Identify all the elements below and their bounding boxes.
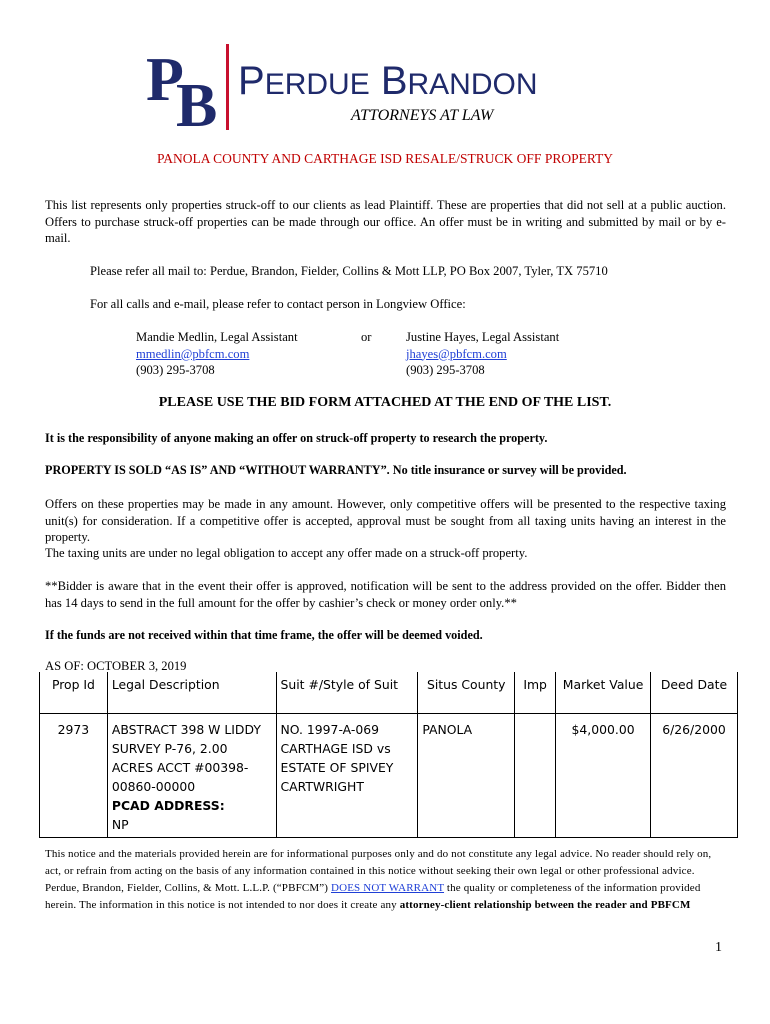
col-header-prop-id: Prop Id — [40, 672, 108, 714]
responsibility-notice: It is the responsibility of anyone making an offer on struck-off property to research the property. — [45, 431, 548, 445]
contact-right-name: Justine Hayes, Legal Assistant — [406, 330, 560, 344]
contact-right-phone: (903) 295-3708 — [406, 363, 485, 377]
property-table — [39, 672, 738, 838]
page-number: 1 — [715, 940, 722, 955]
logo-monogram-p: P — [146, 46, 184, 114]
contact-right — [406, 329, 646, 379]
col-header-suit: Suit #/Style of Suit — [276, 672, 418, 714]
cell-deed-date: 6/26/2000 — [651, 714, 738, 838]
disclaimer-warrant-link[interactable]: DOES NOT WARRANT — [331, 882, 445, 894]
cell-imp — [515, 714, 556, 838]
table-row — [40, 714, 738, 838]
pcad-address-label: PCAD ADDRESS: — [111, 798, 225, 813]
logo-divider — [226, 44, 229, 130]
as-of-date: AS OF: OCTOBER 3, 2019 — [45, 659, 187, 673]
cell-legal-description — [107, 714, 276, 838]
logo-monogram-b: B — [176, 72, 218, 135]
contact-left-name: Mandie Medlin, Legal Assistant — [136, 330, 298, 344]
contact-right-email[interactable]: jhayes@pbfcm.com — [406, 346, 507, 361]
bidder-paragraph: **Bidder is aware that in the event their offer is approved, notification will be sent to the address provided on the offer. Bidder then has 14 days to send in the full amount for the offer by cashier’s check or money order only.** — [45, 579, 726, 610]
cell-prop-id: 2973 — [40, 714, 108, 838]
disclaimer-text-part1: This notice and the materials provided herein are for informational purposes only and do not constitute any legal advice. No reader should rely on, act, or refrain from acting on the basis of any information contained in this notice without seeking their own legal or other professional advice. Perdue, Brandon, Fielder, Collins, & Mott. L.L.P. (“PBFCM”) — [45, 848, 712, 894]
col-header-situs-county: Situs County — [418, 672, 515, 714]
contact-left — [136, 329, 376, 379]
firm-logo-graphic — [146, 40, 626, 135]
as-is-notice: PROPERTY IS SOLD “AS IS” AND “WITHOUT WARRANTY”. No title insurance or survey will be provided. — [45, 463, 627, 477]
firm-logo — [146, 40, 626, 135]
cell-suit: NO. 1997-A-069 CARTHAGE ISD vs ESTATE OF SPIVEY CARTWRIGHT — [276, 714, 418, 838]
page-title: PANOLA COUNTY AND CARTHAGE ISD RESALE/STRUCK OFF PROPERTY — [156, 151, 614, 166]
cell-market-value: $4,000.00 — [556, 714, 651, 838]
calls-instructions: For all calls and e-mail, please refer to contact person in Longview Office: — [90, 297, 466, 311]
col-header-legal-description: Legal Description — [107, 672, 276, 714]
funds-notice: If the funds are not received within that time frame, the offer will be deemed voided. — [45, 628, 483, 642]
logo-tagline: ATTORNEYS AT LAW — [351, 107, 494, 124]
logo-name: PERDUE BRANDON — [238, 59, 538, 103]
pcad-address-value: NP — [111, 817, 129, 832]
disclaimer-text-part2: the quality or completeness of the information provided herein. The information in this notice is not intended to nor does it create any — [45, 882, 701, 911]
cell-situs-county: PANOLA — [418, 714, 515, 838]
disclaimer-bold-text: attorney-client relationship between the reader and PBFCM — [399, 899, 691, 911]
contact-left-phone: (903) 295-3708 — [136, 363, 215, 377]
contact-or: or — [361, 330, 372, 344]
contact-left-email[interactable]: mmedlin@pbfcm.com — [136, 346, 250, 361]
intro-paragraph: This list represents only properties struck-off to our clients as lead Plaintiff. These are properties that did not sell at a public auction. Offers to purchase struck-off properties can be made through our office. An offer must be in writing and submitted by mail or by e-mail. — [45, 198, 726, 245]
col-header-market-value: Market Value — [556, 672, 651, 714]
table-header-row — [40, 672, 738, 714]
taxing-units-note: The taxing units are under no legal obligation to accept any offer made on a struck-off property. — [45, 546, 528, 560]
col-header-deed-date: Deed Date — [651, 672, 738, 714]
mail-instructions: Please refer all mail to: Perdue, Brandon, Fielder, Collins & Mott LLP, PO Box 2007, Tyler, TX 75710 — [90, 264, 608, 278]
legal-disclaimer — [45, 846, 726, 914]
bid-form-notice: PLEASE USE THE BID FORM ATTACHED AT THE END OF THE LIST. — [158, 395, 612, 410]
offers-paragraph: Offers on these properties may be made in any amount. However, only competitive offers will be presented to the respective taxing unit(s) for consideration. If a competitive offer is accepted, approval must be sought from all taxing units having an interest in the property. — [45, 497, 726, 544]
col-header-imp: Imp — [515, 672, 556, 714]
legal-description-text: ABSTRACT 398 W LIDDY SURVEY P-76, 2.00 ACRES ACCT #00398-00860-00000 — [111, 722, 261, 794]
